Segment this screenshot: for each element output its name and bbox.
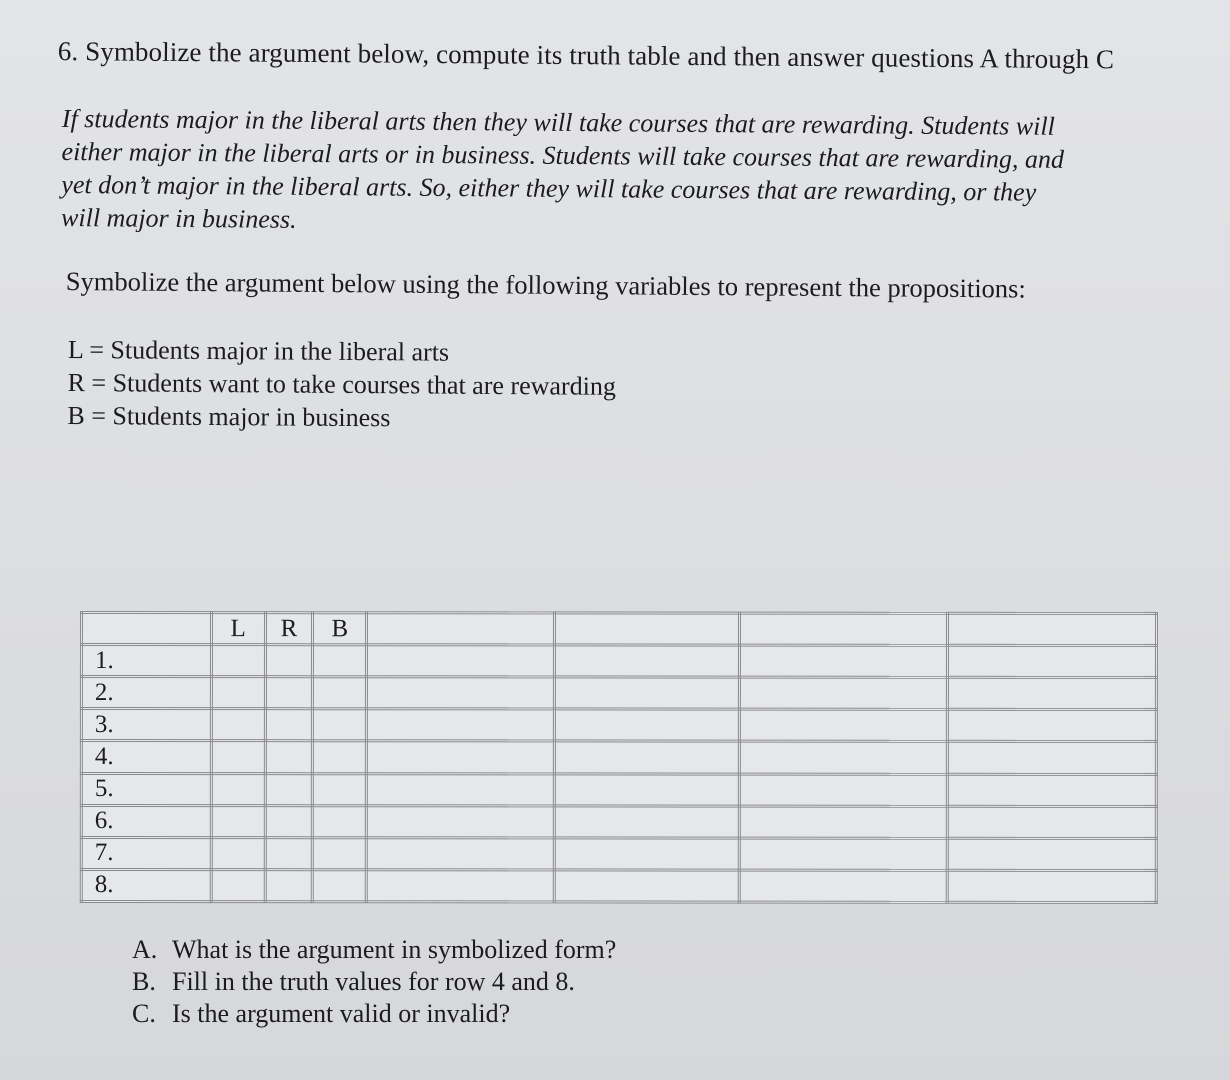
row-number: 8. <box>81 869 211 901</box>
table-cell <box>740 645 947 677</box>
table-cell <box>739 838 946 870</box>
table-cell <box>313 805 367 837</box>
table-row <box>81 773 1156 806</box>
table-cell <box>211 677 265 709</box>
table-cell <box>367 677 554 709</box>
table-cell <box>947 677 1156 709</box>
table-cell <box>367 773 554 805</box>
table-cell <box>265 773 313 805</box>
table-cell <box>554 741 739 773</box>
table-cell <box>367 805 554 837</box>
table-row <box>81 805 1156 838</box>
question-letter: B. <box>132 967 156 996</box>
table-cell <box>313 677 367 709</box>
table-cell <box>265 837 313 869</box>
truth-table <box>80 611 1158 904</box>
question-heading: 6. Symbolize the argument below, compute its truth table and then answer questions A through C <box>57 36 1115 75</box>
table-cell <box>740 806 947 838</box>
table-cell <box>211 773 265 805</box>
table-row <box>81 677 1156 710</box>
table-cell <box>313 741 367 773</box>
table-cell <box>740 709 947 741</box>
question-letter: A. <box>132 935 158 964</box>
table-cell <box>265 741 313 773</box>
argument-text <box>61 102 1182 243</box>
row-number: 7. <box>81 837 211 869</box>
table-cell <box>554 838 739 870</box>
table-cell <box>211 741 265 773</box>
variable-definitions <box>67 333 616 436</box>
row-number: 2. <box>81 677 211 709</box>
argument-line: either major in the liberal arts or in business. Students will take courses that are rewarding, and <box>61 136 1065 174</box>
table-cell <box>367 838 554 870</box>
table-cell <box>313 870 367 902</box>
header-cell <box>947 613 1156 645</box>
row-number: 6. <box>81 805 211 837</box>
header-cell <box>81 613 211 645</box>
table-cell <box>740 742 947 774</box>
table-cell <box>265 677 313 709</box>
table-cell <box>313 709 367 741</box>
table-cell <box>947 742 1156 774</box>
header-cell-l: L <box>211 613 265 645</box>
row-number: 1. <box>81 645 211 677</box>
table-cell <box>554 773 739 805</box>
table-cell <box>554 806 739 838</box>
header-cell <box>367 613 554 645</box>
table-cell <box>947 710 1156 742</box>
variable-r: R = Students want to take courses that are rewarding <box>67 367 616 401</box>
row-number: 4. <box>81 741 211 773</box>
table-row <box>81 709 1156 742</box>
table-row <box>81 741 1156 774</box>
table-row <box>81 869 1156 902</box>
symbolize-instruction: Symbolize the argument below using the following variables to represent the propositions: <box>65 266 1026 304</box>
table-cell <box>265 645 313 677</box>
table-cell <box>554 645 739 677</box>
table-cell <box>211 805 265 837</box>
table-cell <box>947 774 1156 806</box>
table-cell <box>367 741 554 773</box>
argument-line: yet don’t major in the liberal arts. So, either they will take courses that are rewarding, or they <box>61 169 1037 207</box>
argument-line: will major in business. <box>60 202 297 234</box>
table-cell <box>740 774 947 806</box>
header-cell-r: R <box>265 613 313 645</box>
table-cell <box>313 645 367 677</box>
table-cell <box>313 837 367 869</box>
header-cell <box>554 613 739 645</box>
table-row <box>81 837 1156 870</box>
variable-l: L = Students major in the liberal arts <box>67 334 450 367</box>
table-cell <box>367 645 554 677</box>
table-cell <box>265 709 313 741</box>
question-letter: C. <box>132 999 156 1028</box>
table-cell <box>211 709 265 741</box>
table-cell <box>367 709 554 741</box>
table-cell <box>947 645 1156 677</box>
table-cell <box>947 870 1156 902</box>
table-cell <box>554 870 739 902</box>
table-cell <box>554 709 739 741</box>
header-cell <box>740 613 947 645</box>
table-row <box>81 645 1156 678</box>
table-cell <box>265 805 313 837</box>
question-c <box>132 998 616 1030</box>
argument-line: If students major in the liberal arts then they will take courses that are rewarding. Students will <box>61 103 1055 141</box>
table-cell <box>947 806 1156 838</box>
table-cell <box>554 677 739 709</box>
table-cell <box>740 677 947 709</box>
table-cell <box>313 773 367 805</box>
table-cell <box>739 870 946 902</box>
row-number: 5. <box>81 773 211 805</box>
question-b <box>132 966 616 998</box>
header-cell-b: B <box>313 613 367 645</box>
question-list <box>132 934 616 1030</box>
question-a <box>132 934 616 966</box>
table-header-row <box>81 613 1156 646</box>
variable-b: B = Students major in business <box>67 400 391 433</box>
row-number: 3. <box>81 709 211 741</box>
table-cell <box>211 837 265 869</box>
table-cell <box>211 869 265 901</box>
table-cell <box>367 870 554 902</box>
table-cell <box>947 838 1156 870</box>
question-text: Is the argument valid or invalid? <box>172 999 511 1028</box>
table-cell <box>265 870 313 902</box>
table-cell <box>211 645 265 677</box>
question-text: Fill in the truth values for row 4 and 8. <box>172 967 575 996</box>
question-text: What is the argument in symbolized form? <box>172 935 617 964</box>
